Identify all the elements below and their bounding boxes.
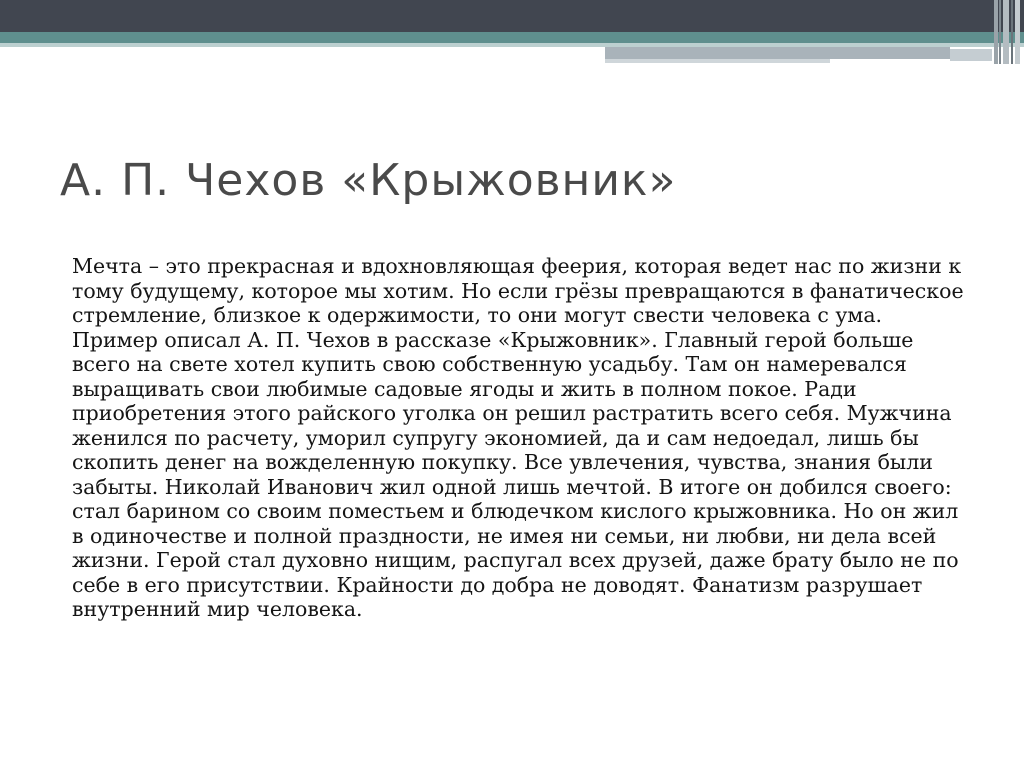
corner-stripe xyxy=(1003,0,1009,64)
slide-body-text: Мечта – это прекрасная и вдохновляющая феерия, которая ведет нас по жизни к тому будущему, которое мы хотим. Но если грёзы превращаются в фанатическое стремление, близкое к одержимости, то они могут свести человека с ума. Пример описал А. П. Чехов в рассказе «Крыжовник». Главный герой больше всего на свете хотел купить свою собственную усадьбу. Там он намеревался выращивать свои любимые садовые ягоды и жить в полном покое. Ради приобретения этого райского уголка он решил растратить всего себя. Мужчина женился по расчету, уморил супругу экономией, да и сам недоедал, лишь бы скопить денег на вожделенную покупку. Все увлечения, чувства, знания были забыты. Николай Иванович жил одной лишь мечтой. В итоге он добился своего: стал барином со своим поместьем и блюдечком кислого крыжовника. Но он жил в одиночестве и полной праздности, не имея ни семьи, ни любви, ни дела всей жизни. Герой стал духовно нищим, распугал всех друзей, даже брату было не по себе в его присутствии. Крайности до добра не доводят. Фанатизм разрушает внутренний мир человека. xyxy=(72,254,964,621)
header-accent-thin-bar xyxy=(605,59,830,63)
corner-stripe xyxy=(1011,0,1013,64)
corner-stripe xyxy=(1015,0,1020,64)
header-band-dark xyxy=(0,0,1024,32)
slide-title: А. П. Чехов «Крыжовник» xyxy=(60,155,677,206)
header-accent-block xyxy=(950,49,992,61)
header-accent-bar xyxy=(605,47,950,59)
header-band-teal xyxy=(0,32,1024,43)
corner-stripe xyxy=(994,0,998,64)
corner-stripe xyxy=(999,0,1001,64)
